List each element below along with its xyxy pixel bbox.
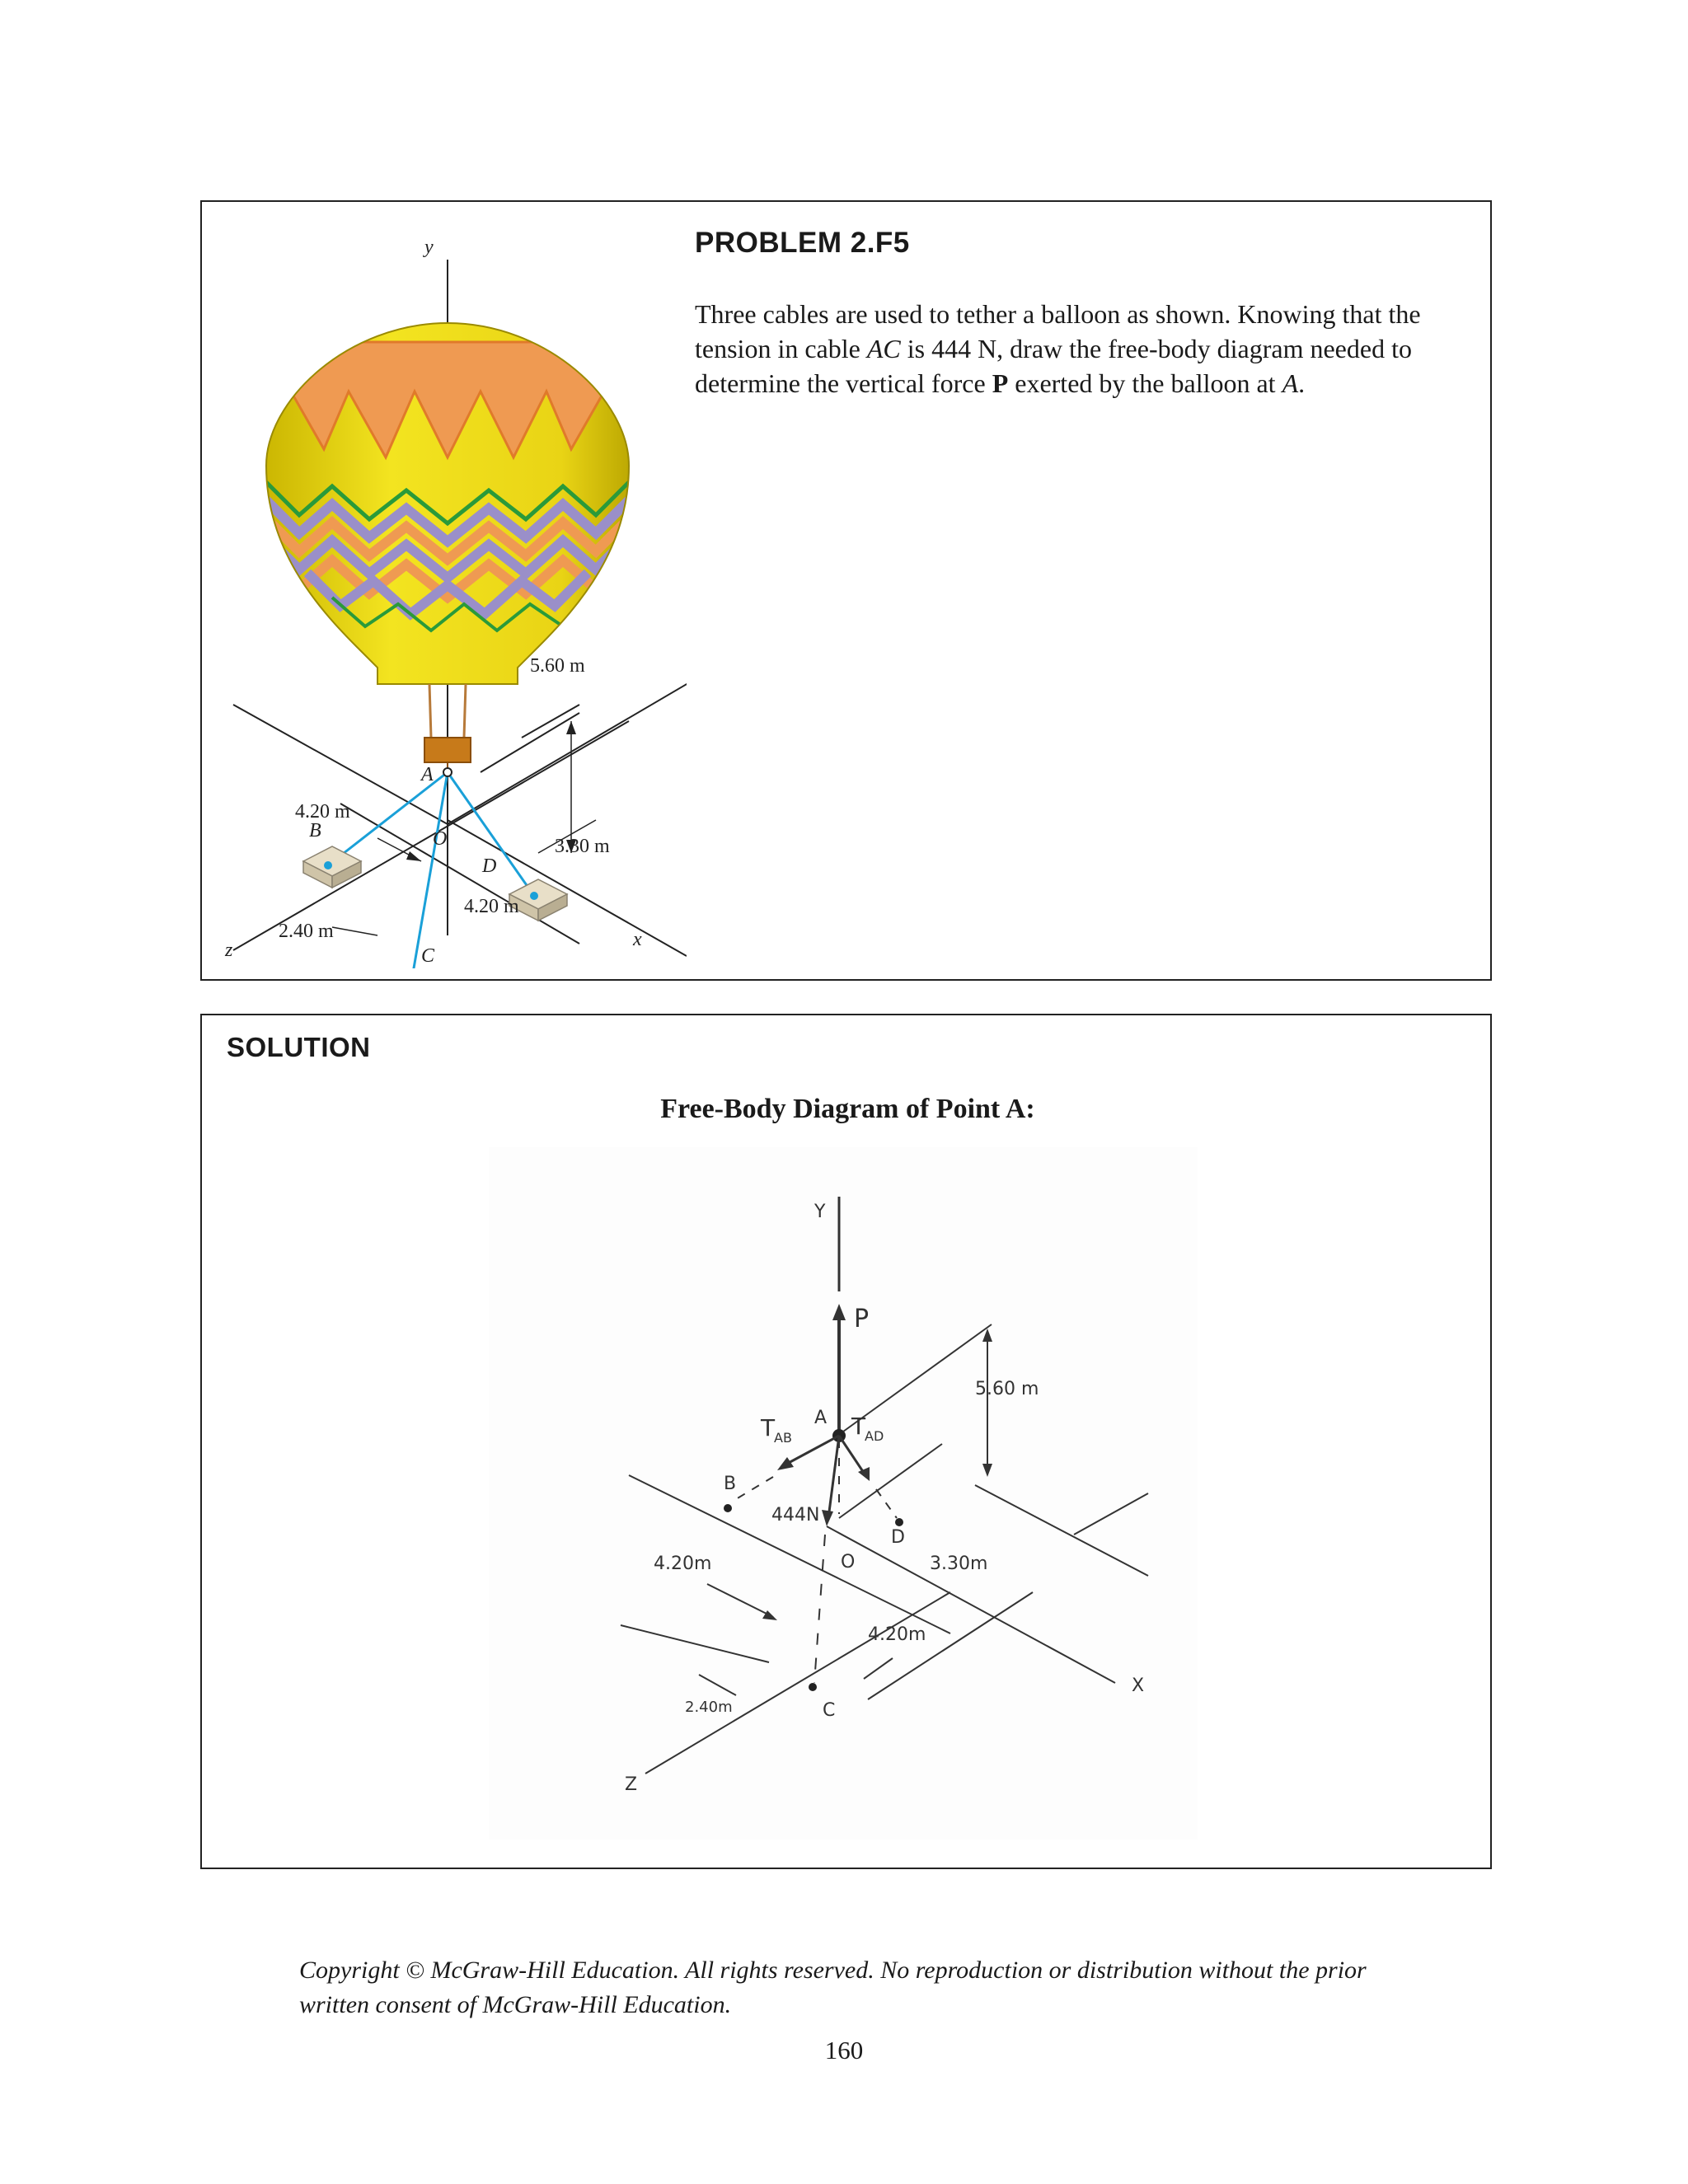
fig-label-z: z (225, 940, 233, 961)
fbd-label-tad: T (851, 1413, 866, 1440)
balloon-figure (209, 210, 687, 968)
solution-title: SOLUTION (227, 1032, 371, 1062)
fig-label-y: y (424, 237, 434, 258)
fbd-label-tab-sub: AB (774, 1430, 792, 1446)
fbd-label-y: Y (814, 1202, 826, 1222)
problem-text-p: P (992, 368, 1009, 398)
fig-label-b: B (309, 820, 321, 841)
fbd-label-z: Z (625, 1774, 638, 1795)
problem-box (200, 200, 1492, 981)
fig-label-o: O (433, 828, 448, 850)
fig-dim-420-bottom: 4.20 m (464, 896, 519, 917)
fig-label-a: A (421, 764, 434, 785)
problem-text-a: A (1282, 368, 1299, 398)
problem-text-2: is 444 N, draw the free-body diagram needed to determine the vertical force (695, 334, 1412, 398)
page-number: 160 (824, 2036, 864, 2064)
problem-text-4: . (1298, 368, 1306, 398)
fbd-label-d: D (891, 1527, 905, 1548)
fbd-label-tad-sub: AD (865, 1428, 884, 1444)
copyright-notice (299, 1953, 1470, 2022)
cable-ad (448, 772, 534, 896)
point-a (443, 768, 452, 776)
problem-text-1: Three cables are used to tether a balloon as shown. Knowing that the tension in cable (695, 299, 1421, 363)
fig-dim-560: 5.60 m (530, 655, 585, 677)
fbd-label-tab: T (761, 1414, 776, 1441)
fbd-label-c: C (823, 1700, 836, 1721)
fbd-dim-240: 2.40m (685, 1699, 733, 1716)
fbd-label-a: A (814, 1408, 828, 1428)
fbd-label-o: O (841, 1552, 856, 1572)
fbd-dim-420-bottom: 4.20m (868, 1624, 926, 1645)
fig-label-d: D (482, 855, 497, 877)
fbd-dim-560: 5.60 m (975, 1379, 1039, 1399)
fig-dim-420-left: 4.20 m (295, 801, 350, 823)
fbd-point-d (895, 1518, 903, 1526)
problem-statement (695, 297, 1461, 401)
fig-dim-240: 2.40 m (279, 921, 334, 942)
free-body-diagram (489, 1147, 1198, 1840)
fbd-point-c (809, 1683, 817, 1691)
fbd-dim-330: 3.30m (930, 1554, 988, 1574)
problem-title: PROBLEM 2.F5 (695, 227, 910, 259)
copyright-line-2: written consent of McGraw-Hill Education. (299, 1991, 732, 2018)
fbd-label-p: P (854, 1305, 870, 1333)
fig-dim-330: 3.30 m (555, 836, 610, 857)
fig-label-c: C (421, 945, 435, 967)
fig-label-x: x (633, 929, 642, 950)
solution-box (200, 1014, 1492, 1869)
fbd-label-b: B (724, 1474, 737, 1494)
cable-ac (410, 772, 448, 968)
fbd-point-b (724, 1504, 732, 1512)
fbd-label-444n: 444N (771, 1505, 820, 1526)
copyright-line-1: Copyright © McGraw-Hill Education. All rights reserved. No reproduction or distribution without the prior (299, 1957, 1367, 1984)
problem-text-ac: AC (866, 334, 901, 363)
problem-text-3: exerted by the balloon at (1008, 368, 1282, 398)
balloon-basket (424, 738, 471, 762)
fbd-dim-420-left: 4.20m (654, 1554, 712, 1574)
fbd-label-x: X (1132, 1675, 1145, 1696)
fbd-title: Free-Body Diagram of Point A: (660, 1094, 1035, 1124)
